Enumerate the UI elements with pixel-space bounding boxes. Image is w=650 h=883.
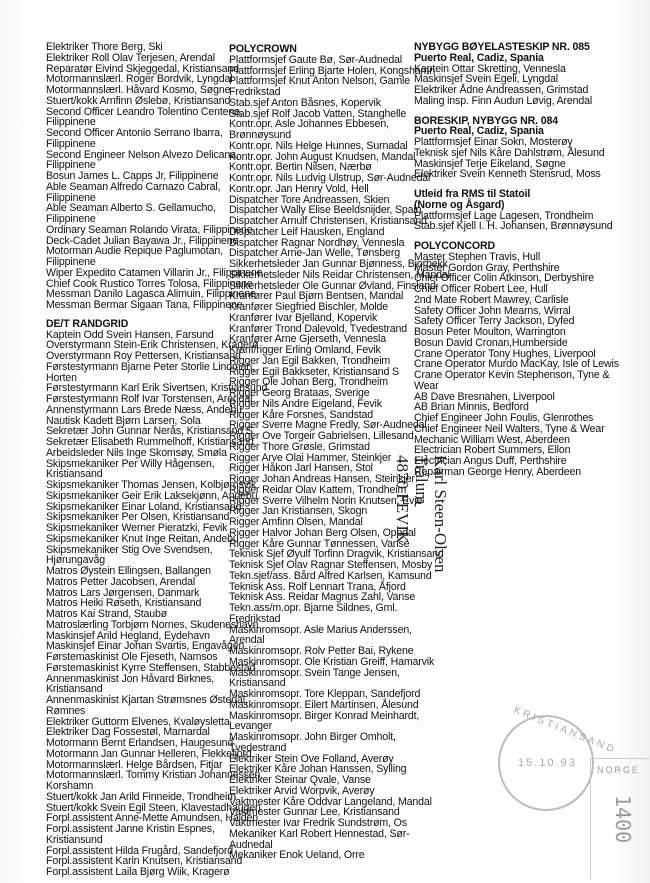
- crew-entry: Maskinromsopr. Birger Konrad Meinhardt,: [229, 709, 420, 722]
- section-heading: POLYCONCORD: [414, 240, 495, 252]
- crew-entry: Dispatcher Leif Hausken, England: [229, 225, 385, 238]
- crew-entry: Mekaniker Enok Ueland, Orre: [229, 849, 365, 862]
- crew-entry: Vaktmester Kåre Oddvar Langeland, Mandal: [229, 795, 432, 808]
- crew-entry: Chief Engineer Neil Walters, Tyne & Wear: [414, 422, 605, 435]
- postmark-ring-text: KRISTIANSAND: [511, 704, 618, 757]
- crew-entry: Dispatcher Ragnar Nordhøy, Vennesla: [229, 236, 405, 249]
- crew-entry: Bosun Peter Moulton, Warrington: [414, 326, 566, 338]
- meter-country: NORGE: [597, 765, 641, 775]
- crew-entry: Filippinene: [46, 159, 96, 172]
- crew-entry: Førstestyrmann Bjarne Peter Storlie Lindman,: [46, 360, 255, 373]
- crew-entry: Rigger Georg Brataas, Sverige: [229, 387, 370, 399]
- crew-entry: Mekaniker Karl Robert Hennestad, Sør-: [229, 827, 410, 840]
- crew-entry: Safety Officer John Mearns, Wirral: [414, 304, 571, 317]
- crew-entry: Rigger Kåre Gunnar Tønnessen, Vanse: [229, 537, 410, 550]
- crew-entry: Elektriker Svein Kenneth Stensrud, Moss: [414, 168, 601, 181]
- crew-entry: Kaptein Ottar Skretting, Vennesla: [414, 62, 566, 75]
- crew-entry: Plattformsjef Einar Sokn, Mosterøy: [414, 136, 573, 148]
- crew-entry: Maskinsjef Terje Eikeland, Søgne: [414, 157, 566, 170]
- crew-entry: Skipsmekaniker Per Willy Hågensen,: [46, 457, 215, 470]
- crew-entry: Annenstyrmann Lars Brede Næss, Andebu: [46, 403, 242, 416]
- crew-entry: Able Seaman Alfredo Carnazo Cabral,: [46, 180, 221, 193]
- crew-entry: Filippinene: [46, 137, 96, 150]
- crew-entry: Maskinromsopr. Ole Kristian Greiff, Hamarvik: [229, 655, 435, 668]
- crew-entry: Hjørungavåg: [46, 554, 106, 567]
- crew-entry: Elektriker Ådne Andreassen, Grimstad: [414, 84, 589, 96]
- section-heading: BORESKIP, NYBYGG NR. 084: [414, 114, 558, 127]
- crew-entry: Crane Operator Tony Hughes, Liverpool: [414, 347, 596, 360]
- crew-entry: Motormannslærl. Håvard Kosmo, Søgne: [46, 84, 231, 96]
- crew-entry: Forpl.assistent Anne-Mette Amundsen, Halden: [46, 812, 259, 825]
- crew-entry: Teknisk Sjef Olav Ragnar Steffensen, Mosby: [229, 559, 433, 571]
- crew-entry: Maskinromsopr. Asle Marius Anderssen,: [229, 623, 412, 636]
- crew-entry: Rigger Reidar Olav Kattem, Trondheim: [229, 483, 407, 496]
- crew-entry: Maskinsjef Arild Hegland, Eydehavn: [46, 629, 210, 642]
- crew-entry: Brønnøysund: [229, 129, 291, 141]
- crew-entry: Matros Øystein Ellingsen, Ballangen: [46, 565, 211, 577]
- crew-entry: Kontr.opr. Bertin Nilsen, Nærbø: [229, 161, 372, 174]
- crew-entry: Motormannslærl. Tommy Kristian Johannessen,: [46, 769, 264, 782]
- crew-entry: Elektriker Arvid Worpvik, Averøy: [229, 784, 375, 797]
- crew-entry: Skipsmekaniker Per Olsen, Kristiansand: [46, 511, 230, 524]
- crew-entry: Stab.sjef Kjell I. H. Johansen, Brønnøysund: [414, 220, 613, 233]
- crew-entry: Elektriker Guttorm Elvenes, Kvaløysletta: [46, 715, 230, 728]
- crew-entry: Wear: [414, 379, 439, 392]
- crew-entry: Rigger Johan Andreas Hansen, Steinkjer: [229, 473, 415, 485]
- crew-entry: Stab.sjef Anton Båsnes, Kopervik: [229, 96, 381, 109]
- crew-entry: Rigger Halvor Johan Berg Olsen, Oppdal: [229, 526, 416, 539]
- crew-entry: Teknisk sjef Nils Kåre Dahlstrøm, Ålesund: [414, 146, 605, 159]
- crew-entry: Master Stephen Travis, Hull: [414, 250, 541, 263]
- crew-entry: Tvedestrand: [229, 741, 287, 754]
- crew-entry: Annenmaskinist Kjartan Strømsnes Østedal,: [46, 694, 248, 706]
- crew-entry: Bosun David Cronan,Humberside: [414, 336, 568, 349]
- crew-entry: Horten: [46, 371, 77, 384]
- crew-entry: Elektriker Roll Olav Terjesen, Arendal: [46, 51, 215, 64]
- crew-entry: Electrician Angus Duff, Perthshire: [414, 455, 567, 467]
- crew-entry: Forpl.assistent Hilda Frugård, Sandefjord: [46, 844, 233, 857]
- crew-entry: Arbeidsleder Nils Inge Skomsøy, Smøla: [46, 446, 227, 459]
- crew-entry: Elektriker Dag Fossestøl, Marnardal: [46, 726, 210, 739]
- crew-entry: Second Officer Antonio Serrano Ibarra,: [46, 127, 223, 139]
- address-line: 4870 FEVIK: [393, 455, 412, 544]
- crew-entry: Kristiansand: [229, 677, 286, 690]
- crew-entry: Stab.sjef Rolf Jacob Vatten, Stanghelle: [229, 107, 407, 120]
- crew-entry: Rigger Thore Grøsle, Grimstad: [229, 440, 370, 453]
- crew-entry: Rigger Egil Bakkseter, Kristiansand S: [229, 365, 399, 378]
- crew-entry: Kranfører Paul Bjørn Bentsen, Mandal: [229, 290, 404, 303]
- crew-entry: Sikkerhetsleder Ole Gunnar Øvland, Finsland: [229, 279, 436, 292]
- crew-entry: Rigger Håkon Jarl Hansen, Stol: [229, 462, 373, 475]
- address-line: Karl Steen-Olsen: [431, 455, 450, 573]
- crew-entry: Maskinromsopr. Eilert Martinsen, Ålesund: [229, 698, 419, 711]
- crew-entry: Able Seaman Alberto S. Gellamucho,: [46, 202, 216, 215]
- crew-entry: Mechanic William West, Aberdeen: [414, 433, 570, 446]
- crew-entry: Stuert/kokk Arnfinn Øslebø, Kristiansand: [46, 94, 231, 107]
- crew-entry: Messman Danilo Lagasca Alimuin, Filippinene: [46, 288, 256, 301]
- crew-entry: Crane Operator Murdo MacKay, Isle of Lewis: [414, 358, 619, 371]
- crew-entry: Matros Petter Jacobsen, Arendal: [46, 575, 196, 588]
- crew-entry: Maskinsjef Einar Johan Svartis, Engavågen: [46, 640, 245, 653]
- crew-entry: Maskinromsopr. Rolv Petter Bai, Rykene: [229, 645, 414, 657]
- crew-entry: Maskinromsopr. Tore Kleppan, Sandefjord: [229, 688, 421, 700]
- crew-entry: Levanger: [229, 720, 272, 733]
- crew-entry: Rigger Jan Kristiansen, Skogn: [229, 505, 368, 518]
- crew-entry: Skipsmekaniker Thomas Jensen, Kolbjørnsvik: [46, 479, 257, 491]
- crew-entry: Stuert/kokk Jan Arild Finneide, Trondheim: [46, 790, 236, 803]
- crew-entry: Forpl.assistent Karin Knutsen, Kristiansand: [46, 855, 243, 868]
- crew-entry: Skipsmekaniker Stig Ove Svendsen,: [46, 543, 213, 556]
- crew-entry: Overstyrmann Stein-Erik Christensen, Kragerø: [46, 339, 259, 352]
- crew-entry: Elektriker Steinar Qvale, Vanse: [229, 774, 371, 786]
- crew-entry: Filippinene: [46, 116, 96, 129]
- crew-entry: Matros Lars Jørgensen, Danmark: [46, 586, 200, 599]
- crew-entry: Elektriker Thore Berg, Ski: [46, 41, 163, 53]
- crew-entry: Tekn.sjef/ass. Bård Alfred Karlsen, Kamsund: [229, 569, 432, 582]
- crew-entry: Filippinene: [46, 191, 96, 204]
- crew-entry: Førstestyrmann Karl Erik Sivertsen, Kristiansund: [46, 382, 268, 395]
- crew-entry: Chief Officer Robert Lee, Hull: [414, 283, 548, 295]
- section-heading-polycrown: POLYCROWN: [229, 43, 297, 55]
- crew-entry: Maskinsjef Svein Egeli, Lyngdal: [414, 73, 558, 86]
- crew-entry: Vaktmester Ivar Fredrik Sundstrøm, Os: [229, 817, 407, 829]
- crew-entry: Teknisk Ass. Reidar Magnus Zahl, Vanse: [229, 591, 416, 604]
- crew-entry: Tekn.ass/m.opr. Bjarne Sildnes, Gml.: [229, 602, 398, 614]
- crew-entry: Kontr.opr. Nils Helge Hunnes, Surnadal: [229, 139, 408, 152]
- crew-entry: Rigger Sverre Magne Fredly, Sør-Audnedal: [229, 419, 427, 432]
- crew-entry: Matros Heiki Røseth, Kristiansand: [46, 597, 202, 610]
- crew-entry: Chief Officer Colin Atkinson, Derbyshire: [414, 272, 594, 285]
- postmark: [498, 704, 618, 811]
- crew-entry: Sikkerhetsleder Jan Gunnar Bjønness, Bjorbekk: [229, 258, 448, 270]
- crew-entry: Rømnes: [46, 704, 86, 717]
- crew-entry: Rigger Nils Andre Eigeland, Fevik: [229, 397, 382, 410]
- crew-entry: Motormannslærl. Helge Bårdsen, Fitjar: [46, 758, 223, 771]
- crew-entry: Overstyrmann Roy Pettersen, Kristiansand: [46, 350, 241, 362]
- crew-entry: Second Engineer Nelson Alvezo Delicana,: [46, 148, 239, 161]
- crew-entry: Kontr.opr. Jan Henry Vold, Hell: [229, 182, 369, 195]
- section-heading: Utleid fra RMS til Statoil: [414, 188, 531, 200]
- crew-entry: Elektriker Kåre Johan Hanssen, Sylling: [229, 763, 407, 776]
- crew-entry: Kranfører Ivar Bjelland, Kopervik: [229, 311, 378, 324]
- crew-entry: Ordinary Seaman Rolando Virata, Filippinene: [46, 223, 253, 236]
- crew-entry: Vaktmester Gunnar Lee, Kristiansand: [229, 806, 400, 819]
- section-heading: NYBYGG BØYELASTESKIP NR. 085: [414, 41, 590, 53]
- crew-entry: Sekretær Elisabeth Rummelhoff, Kristiansand: [46, 436, 254, 448]
- crew-entry: AB Dave Bresnahen, Liverpool: [414, 390, 555, 403]
- crew-entry: Teknisk Sjef Øyulf Torfinn Dragvik, Kristiansand: [229, 548, 444, 561]
- crew-entry: Master Gordon Gray, Perthshire: [414, 261, 560, 274]
- crew-entry: Filippinene: [46, 213, 96, 225]
- crew-entry: Audnedal: [229, 838, 273, 851]
- crew-entry: Maling insp. Finn Audun Løvig, Arendal: [414, 94, 593, 107]
- crew-entry: Motormann Bernt Erlandsen, Haugesund: [46, 737, 234, 749]
- crew-entry: Plattformsjef Lage Lagesen, Trondheim: [414, 209, 594, 222]
- postmark-date: 15.10.93: [518, 757, 577, 769]
- crew-entry: Kontr.opr. Nils Ludvig Ulstrup, Sør-Audnedal: [229, 172, 431, 184]
- crew-entry: Rigger Sverre Vilhelm Norin Knutsen, Evje: [229, 494, 423, 507]
- crew-entry: Dispatcher Arne-Jan Welle, Tønsberg: [229, 247, 401, 260]
- crew-entry: Kontr.opr. Asle Johannes Ebbesen,: [229, 118, 389, 131]
- crew-entry: Førstestyrmann Rolf Ivar Torstensen, Arendal: [46, 393, 253, 405]
- crew-entry: Rigger Jan Egil Bakken, Trondheim: [229, 354, 391, 367]
- crew-entry: Dispatcher Wally Elise Beeldsnijder, Spain: [229, 204, 422, 217]
- crew-entry: Fredrikstad: [229, 612, 281, 625]
- crew-entry: Sekretær John Gunnar Nerås, Kristiansand S: [46, 425, 253, 438]
- section-heading: (Norne og Åsgard): [414, 198, 505, 211]
- crew-entry: Kranfører Trond Dalevold, Tvedestrand: [229, 322, 407, 335]
- crew-entry: Rigger Ove Torgeir Gabrielsen, Lillesand: [229, 430, 414, 442]
- crew-entry: Matros Kai Strand, Staubø: [46, 608, 168, 620]
- crew-entry: Motormannslærl. Roger Bordvik, Lyngdal: [46, 73, 233, 86]
- section-heading: Puerto Real, Cadiz, Spania: [414, 51, 544, 64]
- crew-entry: Dispatcher Tore Andreassen, Skien: [229, 193, 390, 206]
- crew-entry: Electrician Robert Summers, Ellon: [414, 444, 571, 457]
- crew-entry: Dispatcher Arnulf Christensen, Kristiansand: [229, 215, 427, 227]
- crew-entry: Fredrikstad: [229, 86, 281, 98]
- crew-entry: Rigger Arve Olai Hammer, Steinkjer: [229, 451, 392, 464]
- crew-entry: Chief Cook Rustico Torres Tolosa, Filippinene: [46, 277, 253, 290]
- crew-entry: Kranfører Siegfried Bischler, Molde: [229, 301, 389, 313]
- crew-entry: Second Officer Leandro Tolentino Centeno,: [46, 105, 243, 118]
- crew-entry: Plattformsjef Knut Anton Nelson, Gamle: [229, 75, 410, 88]
- crew-entry: Skipsmekaniker Einar Loland, Kristiansand: [46, 500, 242, 513]
- crew-entry: Førstemaskinist Kyrre Steffensen, Stabbestad: [46, 661, 256, 674]
- crew-entry: Messman Bermar Sigaan Tana, Filippinene: [46, 299, 243, 311]
- crew-entry: Filippinene: [46, 256, 96, 268]
- crew-entry: Plattformsjef Erling Bjarte Holen, Kongshamn: [229, 64, 435, 77]
- crew-entry: Maskinromsopr. John Birger Omholt,: [229, 731, 396, 743]
- crew-entry: Deck-Cadet Julian Bayawa Jr., Filippinene: [46, 234, 239, 247]
- address-line: Trålum: [412, 455, 431, 505]
- crew-entry: Repairman George Henry, Aberdeen: [414, 465, 581, 478]
- crew-entry: 2nd Mate Robert Mawrey, Carlisle: [414, 293, 569, 306]
- crew-entry: Kontr.opr. John August Knudsen, Mandal: [229, 150, 416, 163]
- crew-entry: Reparatør Eivind Skjeggedal, Kristiansand: [46, 62, 239, 75]
- crew-entry: Skipsmekaniker Geir Erik Laksekjønn, Andebu: [46, 489, 258, 502]
- crew-entry: Kristiansund: [46, 833, 103, 846]
- crew-entry: Førstemaskinist Ole Fjeseth, Namsos: [46, 651, 218, 663]
- address-stamp-text: [393, 455, 450, 573]
- crew-entry: Motormann Jan Gunnar Helleren, Flekkefjord: [46, 747, 252, 760]
- crew-entry: Stuert/kokk Svein Egil Steen, Klavestadhaugen: [46, 801, 261, 814]
- crew-entry: Maskinromsopr. Svein Tange Jensen,: [229, 666, 400, 679]
- crew-entry: Kranf/rigger Erling Omland, Fevik: [229, 344, 381, 356]
- crew-entry: Skipsmekaniker Knut Inge Reitan, Andebu: [46, 532, 239, 545]
- crew-entry: Korshamn: [46, 780, 94, 792]
- crew-entry: Arendal: [229, 634, 265, 647]
- crew-entry: Safety Officer Terry Jackson, Dyfed: [414, 315, 575, 328]
- crew-entry: Forpl.assistent Laila Bjørg Wiik, Kragerø: [46, 866, 230, 878]
- crew-entry: AB Brian Minnis, Bedford: [414, 401, 529, 414]
- crew-entry: Sikkerhetsleder Nils Reidar Christensen, Mandal: [229, 268, 450, 281]
- crew-entry: Bosun James L. Capps Jr, Filippinene: [46, 170, 219, 182]
- crew-entry: Wiper Expedito Catamen Villarin Jr., Filippinene: [46, 266, 263, 279]
- crew-entry: Rigger Amfinn Olsen, Mandal: [229, 516, 363, 528]
- column-right: [414, 41, 619, 478]
- section-heading-randgrid: DE/T RANDGRID: [46, 317, 129, 330]
- crew-entry: Nautisk Kadett Bjørn Larsen, Sola: [46, 414, 201, 427]
- crew-entry: Rigger Kåre Forsnes, Sandstad: [229, 408, 374, 421]
- crew-entry: Chief Engineer John Foulis, Glenrothes: [414, 412, 594, 424]
- meter-value: 1400: [611, 795, 635, 844]
- crew-entry: Kranfører Arne Gjerseth, Vennesla: [229, 333, 386, 346]
- crew-entry: Rigger Ole Johan Berg, Trondheim: [229, 376, 388, 389]
- crew-entry: Matroslærling Torbjørn Nornes, Skudeneshavn: [46, 618, 259, 631]
- section-heading: Puerto Real, Cadiz, Spania: [414, 125, 544, 138]
- postage-meter: [590, 758, 649, 879]
- crew-entry: Teknisk Ass. Rolf Lennart Trana, Åfjord: [229, 580, 406, 593]
- crew-entry: Motorman Audie Repique Paglumotan,: [46, 245, 223, 258]
- crew-entry: Kaptein Odd Svein Hansen, Farsund: [46, 328, 214, 341]
- crew-entry: Kristiansand: [46, 468, 103, 481]
- crew-entry: Forpl.assistent Janne Kristin Espnes,: [46, 823, 215, 835]
- crew-entry: Elektriker Stein Ove Folland, Averøy: [229, 752, 394, 765]
- crew-entry: Annenmaskinist Jon Håvard Birknes,: [46, 672, 215, 685]
- crew-entry: Plattformsjef Gaute Bø, Sør-Audnedal: [229, 53, 403, 66]
- crew-entry: Kristiansand: [46, 683, 103, 696]
- crew-entry: Crane Operator Kevin Stephenson, Tyne &: [414, 369, 610, 381]
- crew-entry: Skipsmekaniker Werner Pieratzki, Fevik: [46, 522, 228, 534]
